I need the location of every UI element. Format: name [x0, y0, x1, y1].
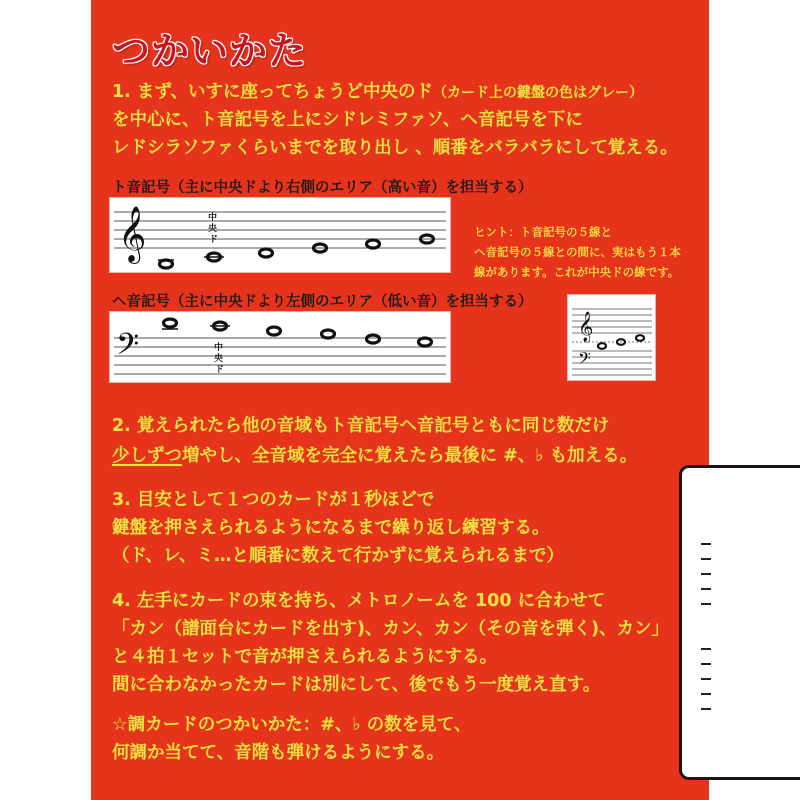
card-staff-tick	[701, 573, 711, 575]
step2-line2	[112, 446, 637, 466]
treble-staff	[110, 198, 450, 272]
step1-line3: レドシラソファくらいまでを取り出し 、順番をバラバラにして覚える。	[112, 138, 678, 158]
step3-line2: 鍵盤を押さえられるようになるまで繰り返し練習する。	[112, 518, 550, 538]
treble-clef-icon	[118, 206, 146, 264]
bass-clef-icon: 𝄢	[578, 348, 591, 372]
card-staff-tick	[701, 708, 711, 710]
svg-text:央: 央	[214, 354, 224, 364]
bass-staff-label: ヘ音記号（主に中央ドより左側のエリア（低い音）を担当する）	[112, 294, 533, 310]
step3-line3: （ド、レ、ミ…と順番に数えて行かずに覚えられるまで）	[112, 546, 565, 566]
key-cards-line1: ☆調カードのつかいかた：#、♭ の数を見て、	[112, 715, 472, 735]
hint-line3: 線があります。これが中央ドの線です。	[474, 265, 680, 279]
card-staff-tick	[701, 678, 711, 680]
card-staff-tick	[701, 648, 711, 650]
flash-card-edge	[679, 465, 800, 780]
hint-line1: ヒント：ト音記号の５線と	[474, 225, 612, 239]
step2-line2-rest: 増やし、全音域を完全に覚えたら最後に #、♭ も加える。	[182, 446, 638, 466]
svg-text:ド: ド	[209, 235, 219, 245]
bass-clef-icon	[116, 328, 139, 369]
step1-line1-note: （カード上の鍵盤の色はグレー）	[433, 85, 644, 101]
step1-line1	[112, 82, 643, 103]
card-staff-tick	[701, 693, 711, 695]
grand-staff-hint-diagram	[568, 295, 655, 380]
step2-emphasis: 少しずつ	[112, 446, 182, 466]
step4-line2: 「カン（譜面台にカードを出す)、カン、カン（その音を弾く)、カン」	[112, 619, 670, 639]
svg-text:𝄢: 𝄢	[116, 328, 140, 369]
step1-line2: を中心に、ト音記号を上にシドレミファソ、ヘ音記号を下に	[112, 110, 583, 130]
step4-line3: と４拍１セットで音が押さえられるようにする。	[112, 647, 497, 667]
card-staff-tick	[701, 663, 711, 665]
bass-staff-graphic	[110, 312, 450, 382]
bass-staff	[110, 312, 450, 382]
page-title: つかいかた	[112, 29, 308, 73]
svg-text:ド: ド	[215, 365, 225, 375]
key-cards-line2: 何調か当てて、音階も弾けるようにする。	[112, 743, 445, 763]
step3-line1: 3. 目安として１つのカードが１秒ほどで	[112, 490, 435, 510]
svg-text:𝄞: 𝄞	[118, 206, 147, 262]
step4-line4: 間に合わなかったカードは別にして、後でもう一度覚え直す。	[112, 675, 601, 695]
svg-text:央: 央	[208, 224, 218, 234]
card-staff-tick	[701, 543, 711, 545]
step2-line1: 2. 覚えられたら他の音域もト音記号ヘ音記号ともに同じ数だけ	[112, 416, 610, 436]
step4-line1: 4. 左手にカードの束を持ち、メトロノームを 100 に合わせて	[112, 591, 606, 611]
card-staff-tick	[701, 558, 711, 560]
treble-staff-graphic	[110, 198, 450, 272]
svg-text:中: 中	[214, 343, 224, 353]
treble-clef-icon: 𝄞	[578, 312, 594, 342]
svg-text:中: 中	[208, 213, 218, 223]
hint-line2: ヘ音記号の５線との間に、実はもう１本	[474, 245, 681, 259]
card-staff-tick	[701, 588, 711, 590]
treble-staff-label: ト音記号（主に中央ドより右側のエリア（高い音）を担当する）	[112, 180, 533, 196]
step1-line1-main: 1. まず、いすに座ってちょうど中央のド	[112, 82, 434, 102]
card-staff-tick	[701, 603, 711, 605]
